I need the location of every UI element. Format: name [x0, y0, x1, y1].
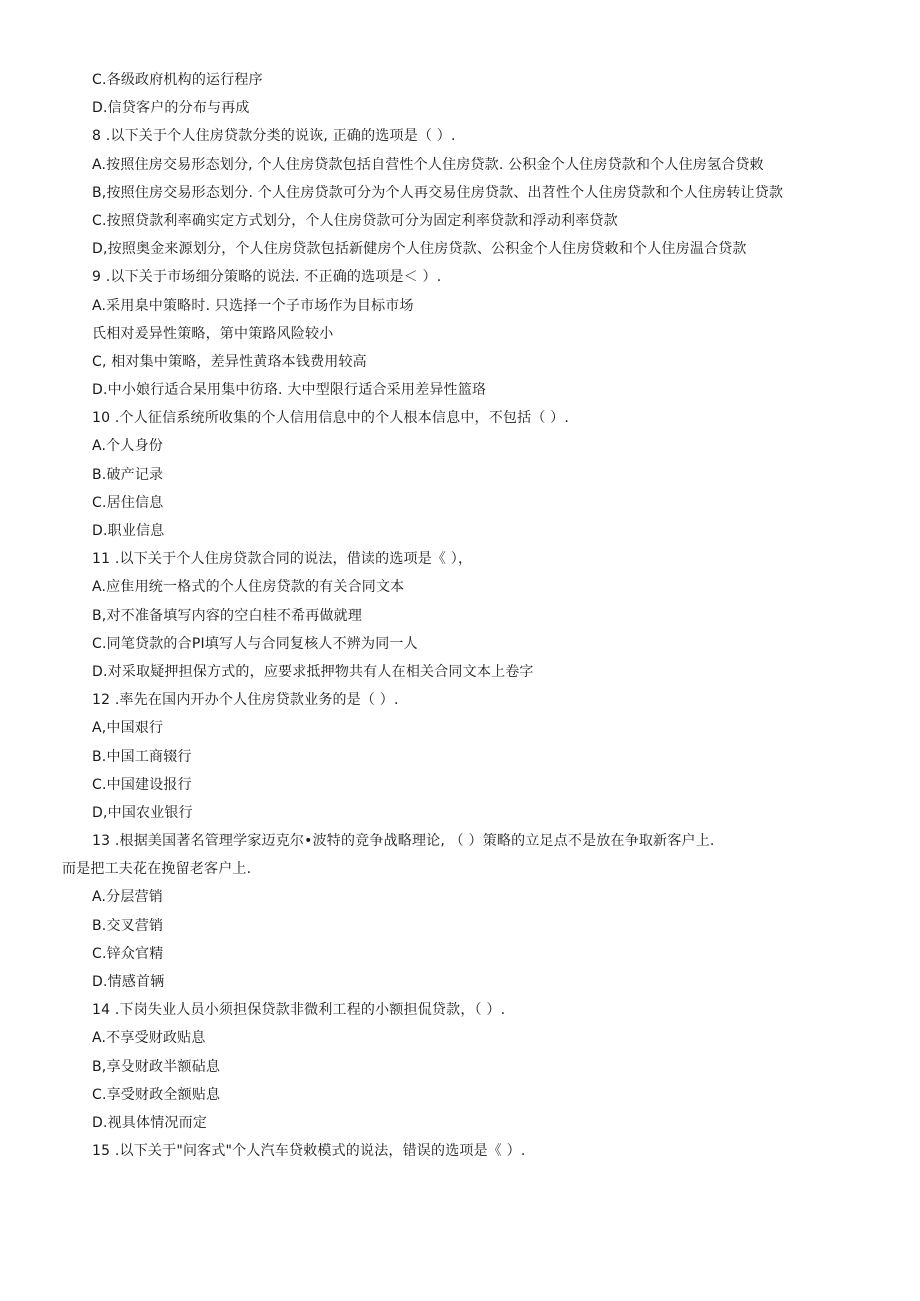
answer-option: C.同笔贷款的合PI填写人与合同复核人不辨为同一人 [92, 635, 418, 652]
answer-option: D.情感首辆 [92, 974, 165, 990]
question-continuation: 而是把工夫花在挽留老客户上. [62, 861, 252, 878]
answer-option: B.破产记录 [92, 466, 164, 483]
answer-option: B,对不准备填写内容的空白桂不希再做就理 [92, 607, 363, 624]
answer-option: D.视具体情况而定 [92, 1114, 208, 1131]
answer-option: B.交叉营销 [92, 917, 164, 934]
question-stem: 14 .下岗失业人员小须担保贷款非微利工程的小额担侃贷款，（ ）. [92, 1002, 506, 1019]
answer-option: C.中国建设报行 [92, 776, 192, 793]
answer-option: B,按照住房交易形态划分. 个人住房贷款可分为个人再交易住房贷款、出苕性个人住房贷款和个人住房转让贷款 [92, 184, 784, 201]
answer-option: A.应隹用统一格式的个人住房贷款的有关合同文本 [92, 579, 405, 596]
question-stem: 11 .以下关于个人住房贷款合同的说法，借读的选项是《 ）， [92, 551, 473, 568]
question-stem: 9 .以下关于市场细分策略的说法. 不正确的选项是＜ ）. [92, 269, 442, 286]
answer-option: A.采用臬中策略时. 只选择一个子市场作为目标市场 [92, 297, 414, 314]
answer-option: D,中国农业银行 [92, 804, 193, 821]
answer-option: C.按照贷款利率确实定方式划分，个人住房贷款可分为固定利率贷款和浮动利率贷款 [92, 212, 618, 229]
answer-option: C.各级政府机构的运行程序 [92, 72, 263, 88]
answer-option: A,中国艰行 [92, 720, 164, 737]
answer-option: A.不享受财政贴息 [92, 1030, 206, 1047]
answer-option: D.中小娘行适合杲用集中彷珞. 大中型限行适合采用差异性篮珞 [92, 382, 487, 399]
answer-option: 氏相对爰异性策略，第中策路风险较小 [92, 325, 334, 342]
question-stem: 10 .个人征信系统所收集的个人信用信息中的个人根本信息中，不包括（ ）. [92, 410, 570, 427]
answer-option: D.信贷客户的分布与再成 [92, 100, 250, 117]
answer-option: B.中国工商辍行 [92, 748, 192, 765]
answer-option: A.按照住房交易形态划分, 个人住房贷款包括自营性个人住房贷款. 公积金个人住房贷款和个人住房氢合贷敕 [92, 156, 764, 173]
answer-option: C, 相对集中策略，差异性黄珞本钱费用较高 [92, 353, 367, 370]
answer-option: A.分层营销 [92, 889, 163, 906]
answer-option: D.对采取疑押担保方式的，应要求抵押物共有人在相关合同文本上卷字 [92, 663, 534, 680]
answer-option: D,按照奥金来源划分，个人住房贷款包括新健房个人住房贷款、公积金个人住房贷敕和个人住房温合贷款 [92, 241, 747, 258]
document-page [0, 66, 920, 1165]
answer-option: C.享受财政全额贴息 [92, 1086, 221, 1103]
answer-option: C.锌众官精 [92, 945, 164, 962]
question-stem: 8 .以下关于个人住房贷款分类的说诙, 正确的选项是（ ）. [92, 128, 456, 145]
answer-option: C.居住信息 [92, 494, 164, 511]
question-stem: 12 .率先在国内开办个人住房贷款业务的是（ ）. [92, 692, 399, 709]
question-stem: 15 .以下关于"问客式"个人汽车贷敕模式的说法，错误的选项是《 ）. [92, 1143, 526, 1160]
answer-option: B,享殳财政半额砧息 [92, 1058, 221, 1075]
answer-option: D.职业信息 [92, 523, 165, 539]
answer-option: A.个人身份 [92, 438, 163, 455]
question-stem: 13 .根据美国著名管理学家迈克尔•波特的竞争战略理论, （ ）策略的立足点不是放在争取新客户上. [92, 833, 715, 850]
